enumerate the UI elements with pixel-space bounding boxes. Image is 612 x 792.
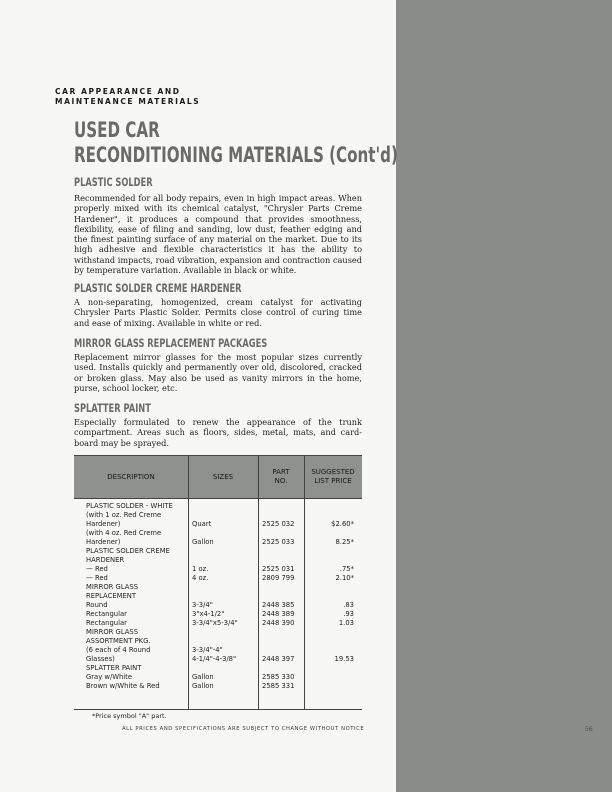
cell-part-no: 2448 390 bbox=[262, 619, 295, 627]
cell-description: REPLACEMENT bbox=[86, 592, 137, 600]
table-row bbox=[74, 601, 362, 610]
cell-size: 4-1/4"-4-3/8" bbox=[192, 655, 237, 663]
table-row bbox=[74, 574, 362, 583]
page-title bbox=[74, 118, 398, 168]
price-table bbox=[74, 455, 362, 710]
cell-part-no: 2448 397 bbox=[262, 655, 295, 663]
cell-part-no: 2525 031 bbox=[262, 565, 295, 573]
cell-size: 3-3/4" bbox=[192, 601, 213, 609]
body-creme-hardener: A non-separating, homogenized, cream catalyst for activating Chrysler Parts Plastic Solder. Permits close control of curing time and ease of mixing. Available in white or red. bbox=[74, 297, 362, 328]
table-row bbox=[74, 646, 362, 655]
cell-description: — Red bbox=[86, 565, 108, 573]
cell-price: 19.53 bbox=[334, 655, 354, 663]
cell-description: Hardener) bbox=[86, 520, 121, 528]
heading-creme-hardener: PLASTIC SOLDER CREME HARDENER bbox=[74, 281, 242, 295]
cell-size: 4 oz. bbox=[192, 574, 209, 582]
cell-description: Rectangular bbox=[86, 610, 127, 618]
table-body bbox=[74, 499, 362, 710]
table-row bbox=[74, 619, 362, 628]
table-row bbox=[74, 547, 362, 556]
body-splatter-paint: Especially formulated to renew the appearance of the trunk compartment. Areas such as floors, sides, metal, mats, and card-board may be sprayed. bbox=[74, 417, 362, 448]
cell-description: MIRROR GLASS bbox=[86, 583, 139, 591]
header-part-no-line-1: PART bbox=[272, 468, 290, 476]
section-label-line-1: CAR APPEARANCE AND bbox=[55, 87, 181, 96]
cell-size: 3-3/4"x5-3/4" bbox=[192, 619, 238, 627]
cell-description: Round bbox=[86, 601, 108, 609]
cell-part-no: 2448 389 bbox=[262, 610, 295, 618]
cell-part-no: 2809 799 bbox=[262, 574, 295, 582]
table-row bbox=[74, 511, 362, 520]
cell-description: Glasses) bbox=[86, 655, 115, 663]
cell-description: (with 1 oz. Red Creme bbox=[86, 511, 162, 519]
price-disclaimer: ALL PRICES AND SPECIFICATIONS ARE SUBJECT TO CHANGE WITHOUT NOTICE bbox=[122, 726, 365, 732]
table-row bbox=[74, 682, 362, 691]
cell-description: SPLATTER PAINT bbox=[86, 664, 142, 672]
heading-plastic-solder: PLASTIC SOLDER bbox=[74, 175, 153, 189]
table-row bbox=[74, 565, 362, 574]
body-plastic-solder: Recommended for all body repairs, even in high impact areas. When properly mixed with its chemical catalyst, "Chrysler Parts Creme Hardener", it produces a compound that provides smoothness, flexibility, ease of filing and sanding, low dust, feather edging and the finest painting surface of any material on the market. Due to its high adhesive and flexible characteristics it has the ability to withstand impacts, road vibration, expansion and contraction caused by temperature variation. Available in black or white. bbox=[74, 193, 362, 276]
cell-description: (with 4 oz. Red Creme bbox=[86, 529, 162, 537]
header-sizes: SIZES bbox=[188, 456, 259, 498]
page-number: 56 bbox=[585, 726, 593, 733]
cell-size: Gallon bbox=[192, 682, 214, 690]
table-row bbox=[74, 664, 362, 673]
cell-description: ASSORTMENT PKG. bbox=[86, 637, 151, 645]
table-row bbox=[74, 637, 362, 646]
cell-size: Gallon bbox=[192, 538, 214, 546]
table-row bbox=[74, 610, 362, 619]
cell-part-no: 2585 330 bbox=[262, 673, 295, 681]
header-price bbox=[304, 456, 362, 498]
cell-price: $2.60* bbox=[331, 520, 354, 528]
section-label bbox=[55, 87, 200, 106]
table-row bbox=[74, 628, 362, 637]
cell-description: Gray w/White bbox=[86, 673, 133, 681]
cell-size: 1 oz. bbox=[192, 565, 209, 573]
cell-description: PLASTIC SOLDER - WHITE bbox=[86, 502, 173, 510]
cell-part-no: 2525 033 bbox=[262, 538, 295, 546]
table-row bbox=[74, 556, 362, 565]
cell-description: (6 each of 4 Round bbox=[86, 646, 151, 654]
cell-price: .75* bbox=[339, 565, 354, 573]
cell-description: MIRROR GLASS bbox=[86, 628, 139, 636]
gray-side-panel bbox=[396, 0, 612, 792]
section-label-line-2: MAINTENANCE MATERIALS bbox=[55, 96, 201, 106]
cell-price: .83 bbox=[343, 601, 354, 609]
cell-price: .93 bbox=[343, 610, 354, 618]
cell-description: Hardener) bbox=[86, 538, 121, 546]
header-price-line-1: SUGGESTED bbox=[311, 468, 355, 476]
table-row bbox=[74, 502, 362, 511]
table-row bbox=[74, 520, 362, 529]
header-description: DESCRIPTION bbox=[74, 456, 189, 498]
table-row bbox=[74, 538, 362, 547]
cell-description: Rectangular bbox=[86, 619, 127, 627]
cell-size: 3-3/4"-4" bbox=[192, 646, 223, 654]
cell-price: 1.03 bbox=[338, 619, 354, 627]
header-part-no-line-2: NO. bbox=[274, 477, 288, 485]
body-mirror-glass: Replacement mirror glasses for the most popular sizes currently used. Installs quickly and permanently over old, discolored, cracked or broken glass. May also be used as vanity mirrors in the home, purse, school locker, etc. bbox=[74, 352, 362, 393]
table-row bbox=[74, 673, 362, 682]
price-footnote: *Price symbol "A" part. bbox=[92, 712, 167, 720]
cell-description: PLASTIC SOLDER CREME bbox=[86, 547, 170, 555]
cell-part-no: 2448 385 bbox=[262, 601, 295, 609]
header-price-line-2: LIST PRICE bbox=[314, 477, 352, 485]
header-part-no bbox=[258, 456, 305, 498]
table-row bbox=[74, 583, 362, 592]
table-row bbox=[74, 655, 362, 664]
cell-part-no: 2525 032 bbox=[262, 520, 295, 528]
cell-size: 3"x4-1/2" bbox=[192, 610, 225, 618]
table-header bbox=[74, 455, 362, 499]
cell-description: — Red bbox=[86, 574, 108, 582]
page-title-line-1: USED CAR bbox=[74, 118, 160, 142]
page-title-line-2: RECONDITIONING MATERIALS (Cont'd) bbox=[74, 143, 398, 167]
table-row bbox=[74, 529, 362, 538]
cell-size: Quart bbox=[192, 520, 212, 528]
cell-size: Gallon bbox=[192, 673, 214, 681]
heading-splatter-paint: SPLATTER PAINT bbox=[74, 401, 151, 415]
cell-price: 2.10* bbox=[335, 574, 354, 582]
cell-description: HARDENER bbox=[86, 556, 125, 564]
cell-price: 8.25* bbox=[335, 538, 354, 546]
cell-part-no: 2585 331 bbox=[262, 682, 295, 690]
table-row bbox=[74, 592, 362, 601]
heading-mirror-glass: MIRROR GLASS REPLACEMENT PACKAGES bbox=[74, 336, 268, 350]
cell-description: Brown w/White & Red bbox=[86, 682, 160, 690]
